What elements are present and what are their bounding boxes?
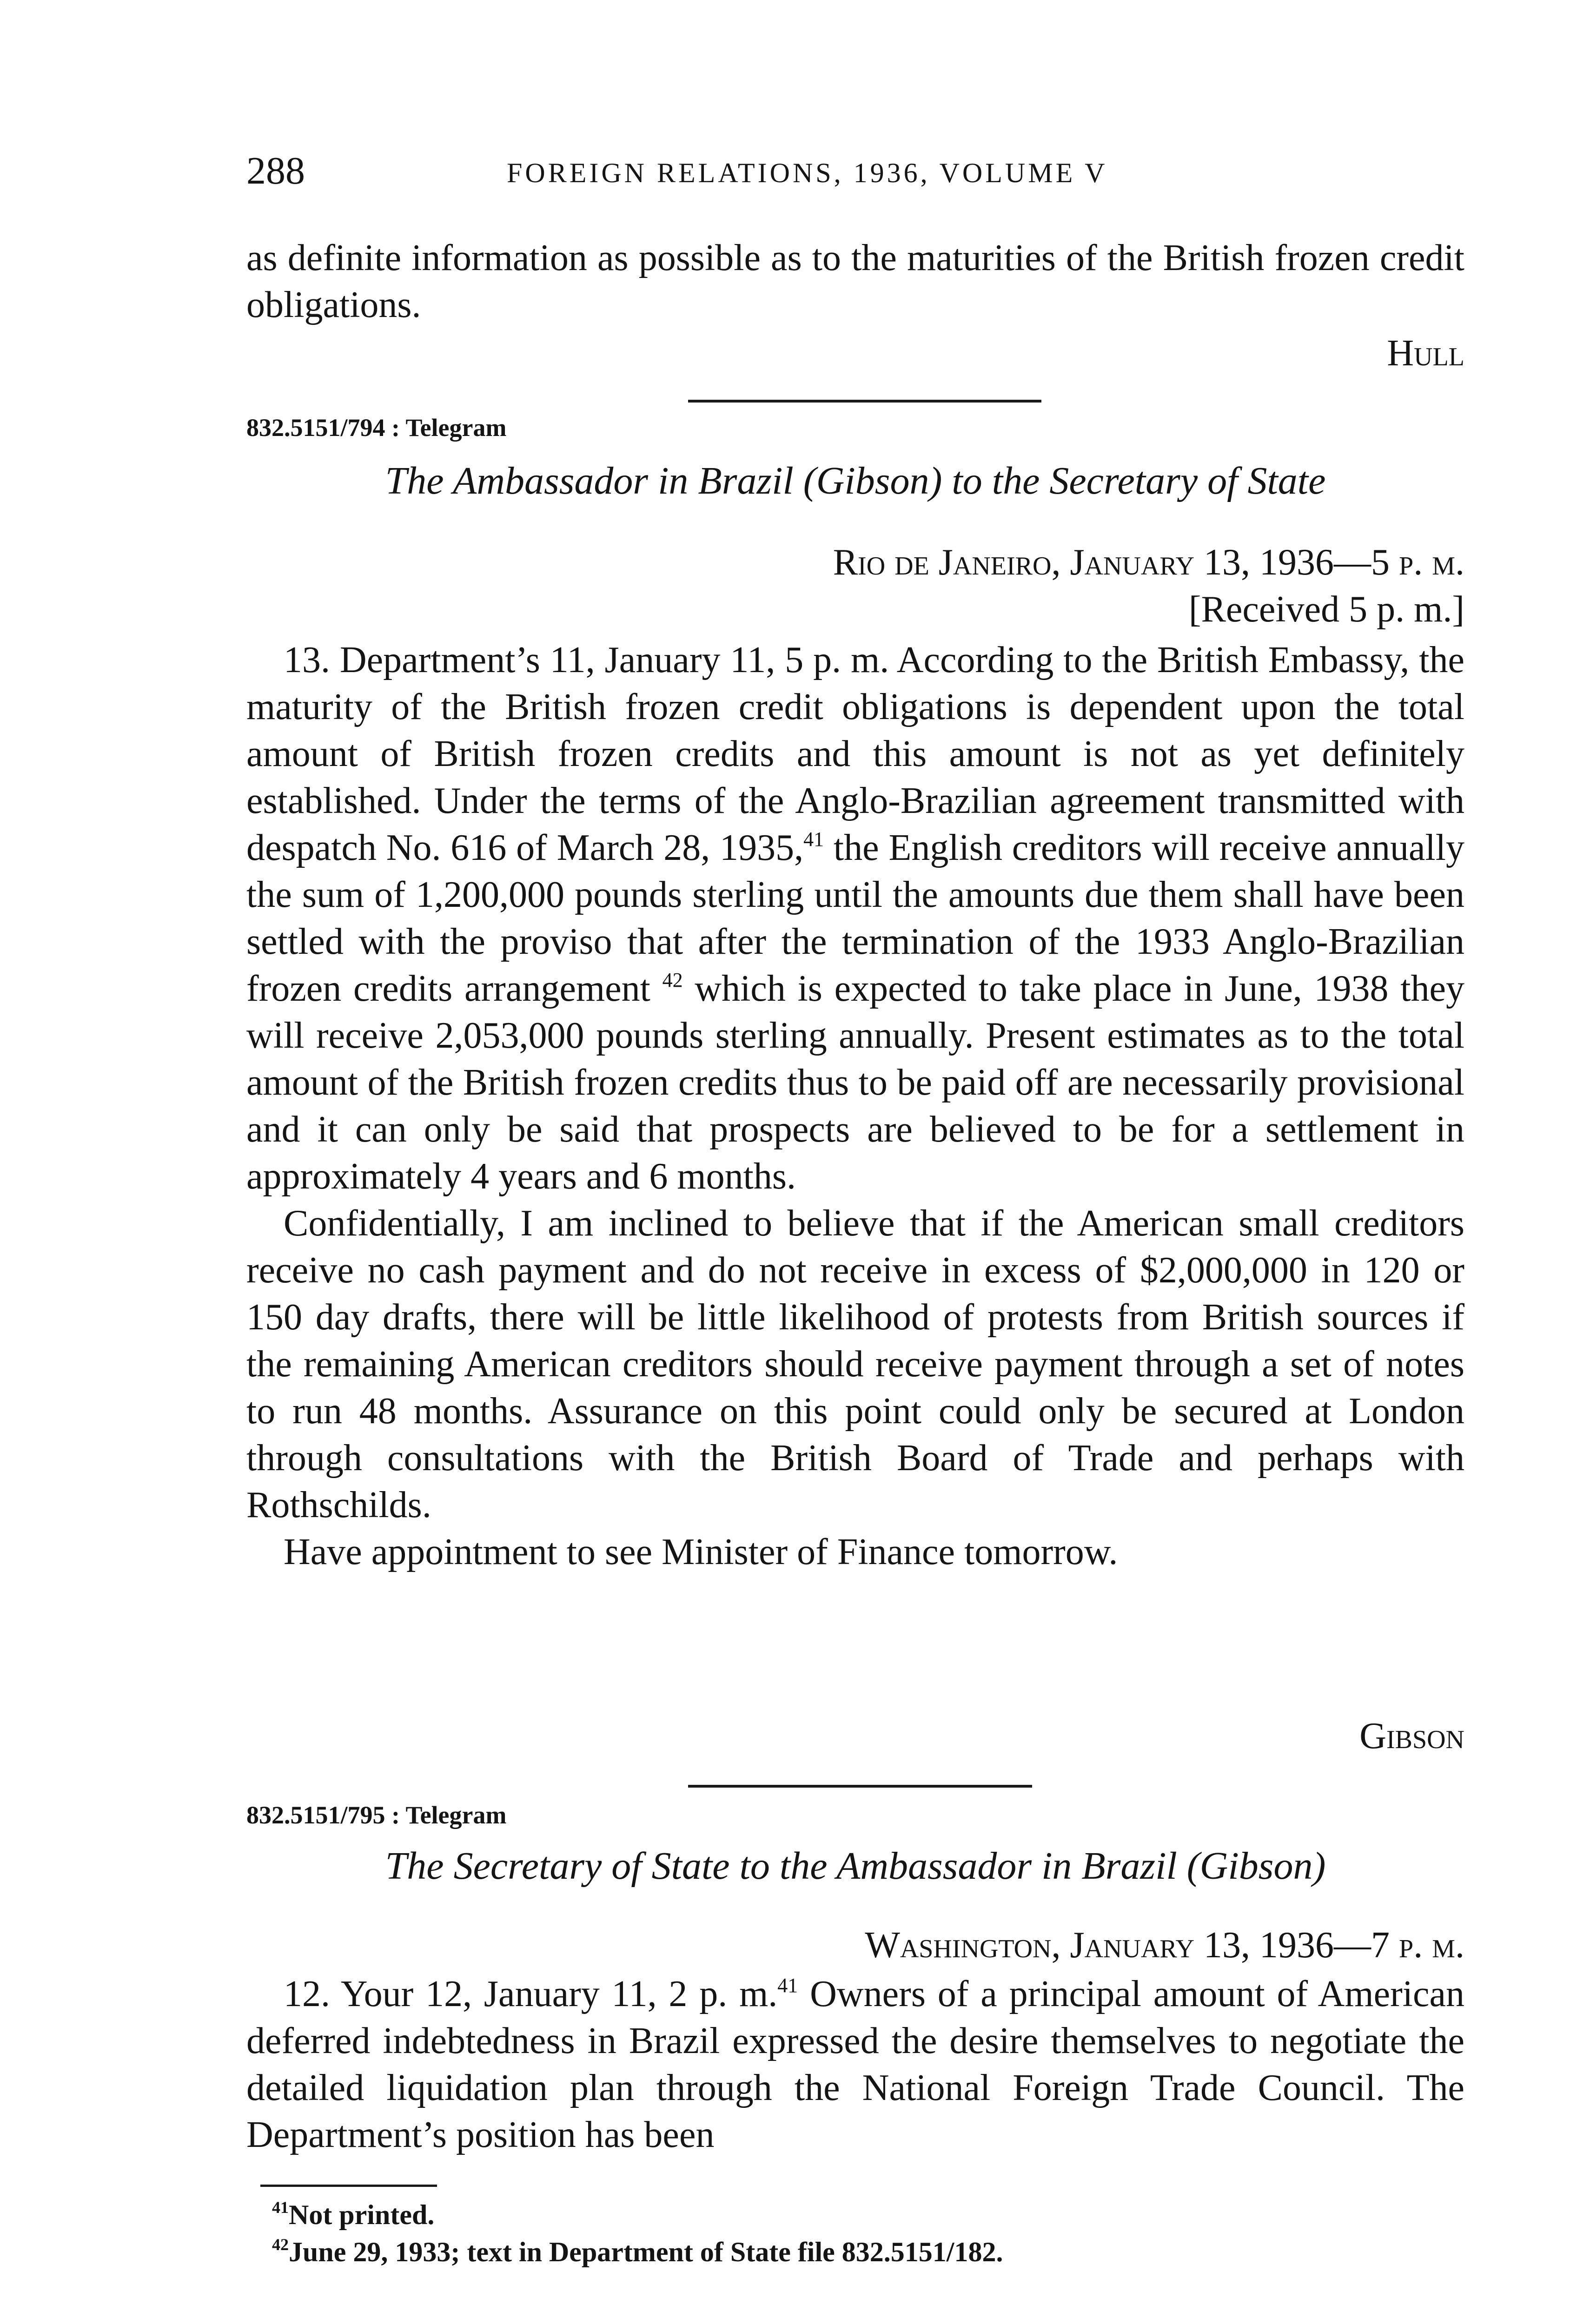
doc1-title: The Ambassador in Brazil (Gibson) to the Secretary of State — [385, 459, 1326, 502]
doc2-dateline: Washington, January 13, 1936—7 p. m. — [865, 1925, 1464, 1966]
doc1-p1-text-b: the English creditors will receive annually the sum of 1,200,000 pounds sterling until the amounts due them shall have been settled with the proviso that after the termination of the 1933 Anglo-Brazilian frozen credits arrangement — [246, 827, 1464, 1009]
doc1-signature-block — [246, 1713, 1464, 1760]
doc2-paragraph-1 — [246, 1971, 1464, 2159]
footnote-text: June 29, 1933; text in Department of State file 832.5151/182. — [289, 2237, 1003, 2267]
footnote-ref-41-b: 41 — [777, 1974, 798, 1997]
doc1-file-ref-block — [246, 409, 1464, 446]
doc2-dateline-block — [246, 1922, 1464, 1969]
footnote-text: Not printed. — [289, 2199, 435, 2230]
doc1-p1-text-a: 13. Department’s 11, January 11, 5 p. m. According to the British Embassy, the maturity of the British frozen credit obligations is dependent upon the total amount of British frozen credits and this amount is not as yet definitely established. Under the terms of the Anglo-Brazilian agreement transmitted with despatch No. 616 of March 28, 1935, — [246, 640, 1464, 868]
doc2-p1-text-b: Owners of a principal amount of American deferred indebtedness in Brazil expressed the desire themselves to negotiate the detailed liquidation plan through the National Foreign Trade Council. The Department’s position has been — [246, 1974, 1464, 2155]
page-header — [246, 148, 1464, 199]
footnote-41 — [246, 2196, 1464, 2233]
doc1-dateline: Rio de Janeiro, January 13, 1936—5 p. m. — [833, 542, 1464, 583]
footnotes — [246, 2196, 1464, 2271]
doc2-file-ref-block — [246, 1796, 1464, 1834]
doc1-received: [Received 5 p. m.] — [1188, 589, 1464, 630]
doc1-file-reference: 832.5151/794 : Telegram — [246, 414, 507, 442]
page-number: 288 — [246, 149, 305, 192]
doc1-paragraph-3: Have appointment to see Minister of Finance tomorrow. — [284, 1532, 1118, 1572]
footnote-rule — [260, 2185, 437, 2187]
footnote-42 — [246, 2233, 1464, 2271]
doc1-body — [246, 637, 1464, 1576]
footnote-ref-42: 42 — [662, 969, 683, 991]
doc1-paragraph-1 — [246, 637, 1464, 1200]
running-head: FOREIGN RELATIONS, 1936, VOLUME V — [507, 158, 1108, 188]
section-divider-2 — [688, 1785, 1032, 1788]
footnote-mark: 41 — [272, 2198, 289, 2217]
doc1-title-block — [246, 456, 1464, 507]
doc1-dateline-block — [246, 539, 1464, 633]
section-divider-1 — [688, 400, 1041, 403]
doc1-paragraph-2: Confidentially, I am inclined to believe that if the American small creditors receive no cash payment and do not receive in excess of $2,000,000 in 120 or 150 day drafts, there will be little likelihood of protests from British sources if the remaining American creditors should receive payment through a set of notes to run 48 months. Assurance on this point could only be secured at London through consultations with the British Board of Trade and perhaps with Rothschilds. — [246, 1203, 1464, 1525]
continuation-paragraph: as definite information as possible as to the maturities of the British frozen credit obligations. — [246, 238, 1464, 325]
doc2-p1-text-a: 12. Your 12, January 11, 2 p. m. — [284, 1974, 778, 2014]
footnote-mark: 42 — [272, 2235, 289, 2254]
continuation-signature-block — [246, 330, 1464, 377]
doc2-body — [246, 1971, 1464, 2159]
doc2-title-block — [246, 1841, 1464, 1892]
doc1-p1-text-c: which is expected to take place in June, 1938 they will receive 2,053,000 pounds sterling annually. Present estimates as to the total amount of the British frozen credits thus to be paid off are necessarily provisional and it can only be said that prospects are believed to be for a settlement in approximately 4 years and 6 months. — [246, 968, 1464, 1197]
signature-gibson: Gibson — [1359, 1716, 1464, 1756]
continuation-block — [246, 235, 1464, 329]
footnote-ref-41: 41 — [803, 828, 824, 851]
doc2-title: The Secretary of State to the Ambassador in Brazil (Gibson) — [385, 1844, 1326, 1888]
doc2-file-reference: 832.5151/795 : Telegram — [246, 1801, 507, 1829]
signature-hull: Hull — [1387, 333, 1464, 374]
